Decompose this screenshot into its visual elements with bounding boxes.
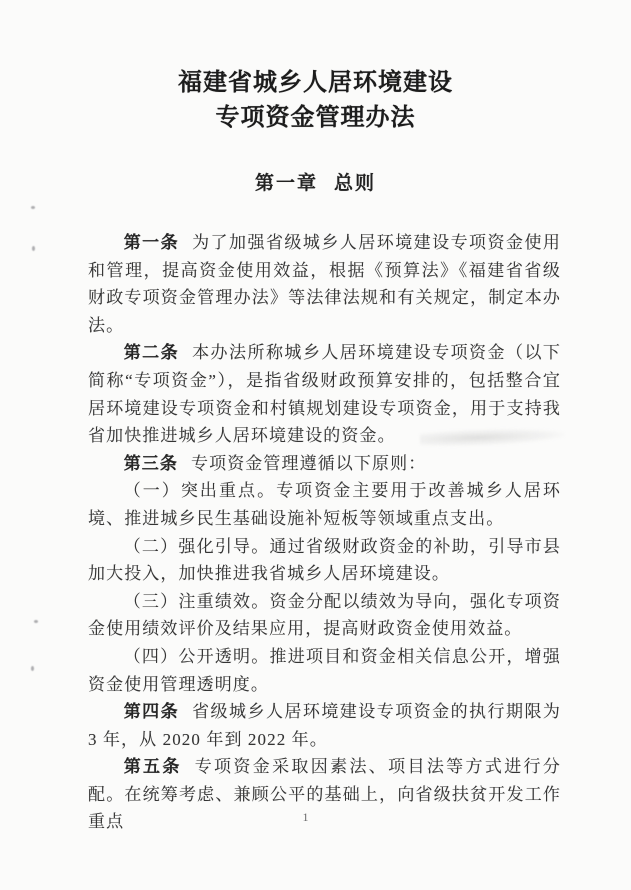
title-line-2: 专项资金管理办法 (215, 105, 416, 131)
scan-speck (32, 246, 35, 251)
paragraph-text: 专项资金管理遵循以下原则： (191, 453, 427, 473)
document-title (0, 66, 631, 136)
paragraph-principle-1 (88, 477, 561, 532)
article-number: 第四条 (123, 702, 180, 722)
article-number: 第一条 (123, 233, 180, 252)
chapter-number: 第一章 (254, 173, 318, 194)
paragraph-principle-2 (88, 533, 561, 588)
paragraph-article-4 (88, 698, 561, 753)
page-number: 1 (302, 810, 309, 824)
scan-speck (31, 206, 35, 209)
scan-speck (31, 666, 34, 671)
paragraph-principle-4 (88, 643, 561, 698)
chapter-title: 总则 (334, 173, 377, 194)
article-number: 第三条 (123, 453, 178, 473)
paragraph-text: （二）强化引导。通过省级财政资金的补助，引导市县加大投入，加快推进我省城乡人居环境建设。 (88, 536, 561, 584)
paragraph-text: （三）注重绩效。资金分配以绩效为导向，强化专项资金使用绩效评价及结果应用，提高财政资金使用效益。 (88, 591, 561, 639)
article-number: 第二条 (123, 343, 180, 363)
paragraph-text: 为了加强省级城乡人居环境建设专项资金使用和管理，提高资金使用效益，根据《预算法》《福建省省级财政专项资金管理办法》等法律法规和有关规定，制定本办法。 (88, 233, 562, 335)
article-number: 第五条 (123, 757, 182, 777)
paragraph-text: 省级城乡人居环境建设专项资金的执行期限为 3 年，从 2020 年到 2022 年。 (88, 702, 562, 749)
paragraph-text: （一）突出重点。专项资金主要用于改善城乡人居环境、推进城乡民生基础设施补短板等领域重点支出。 (88, 481, 561, 528)
paragraph-text: 本办法所称城乡人居环境建设专项资金（以下简称“专项资金”），是指省级财政预算安排的，包括整合宜居环境建设专项资金和村镇规划建设专项资金，用于支持我省加快推进城乡人居环境建设的资金。 (88, 343, 562, 446)
paragraph-text: （四）公开透明。推进项目和资金相关信息公开，增强资金使用管理透明度。 (88, 646, 561, 694)
paragraph-article-1 (88, 229, 561, 339)
paragraph-article-2 (88, 339, 561, 449)
paragraph-principle-3 (88, 588, 561, 643)
paragraph-text: 专项资金采取因素法、项目法等方式进行分配。在统筹考虑、兼顾公平的基础上，向省级扶贫开发工作重点 (88, 757, 561, 832)
paragraph-article-3 (88, 450, 561, 478)
chapter-heading (0, 172, 631, 196)
scan-speck (34, 620, 38, 623)
document-body (88, 229, 561, 836)
title-line-1: 福建省城乡人居环境建设 (178, 70, 453, 96)
